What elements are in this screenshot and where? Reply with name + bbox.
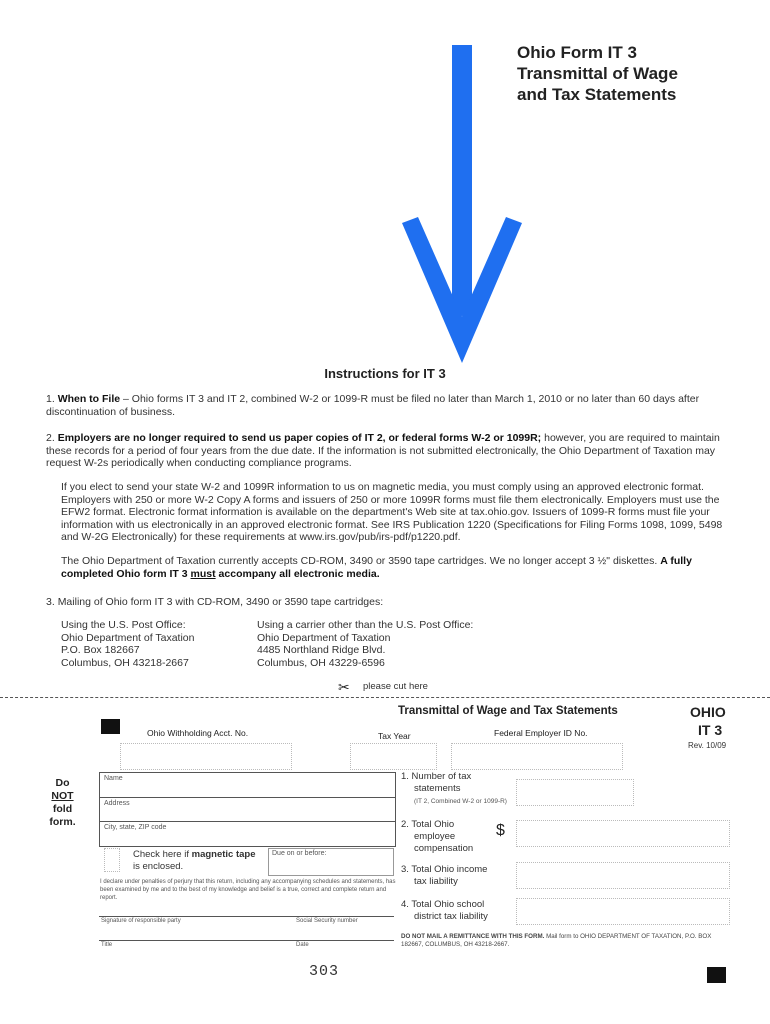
- title-line: and Tax Statements: [517, 85, 677, 104]
- form-number: IT 3: [698, 722, 723, 738]
- cut-label: please cut here: [363, 681, 428, 692]
- address-label: Address: [104, 800, 130, 807]
- address-line: Ohio Department of Taxation: [257, 631, 391, 644]
- mailing-note-bold: DO NOT MAIL A REMITTANCE WITH THIS FORM.: [401, 933, 545, 940]
- label-text: Check here if: [133, 849, 189, 860]
- paragraph-text: The Ohio Department of Taxation currently accepts CD-ROM, 3490 or 3590 tape cartridges. We no longer accept 3 ½" diskettes.: [61, 555, 658, 567]
- address-line: Using the U.S. Post Office:: [61, 619, 186, 631]
- fein-label: Federal Employer ID No.: [494, 728, 588, 738]
- dollar-sign: $: [496, 822, 505, 839]
- do-not-fold-note: [40, 777, 85, 829]
- address-line: Using a carrier other than the U.S. Post Office:: [257, 619, 474, 631]
- date-input[interactable]: [296, 920, 394, 939]
- form-heading: Transmittal of Wage and Tax Statements: [398, 705, 618, 717]
- acct-label: Ohio Withholding Acct. No.: [147, 728, 249, 738]
- item-text: Mailing of Ohio form IT 3 with CD-ROM, 3490 or 3590 tape cartridges:: [57, 596, 384, 608]
- label-text: is enclosed.: [133, 861, 184, 872]
- note-line: NOT: [51, 790, 74, 802]
- form-state: OHIO: [690, 704, 726, 720]
- instruction-paragraph: If you elect to send your state W-2 and 1099R information to us on magnetic media, you must comply using an approved electronic format. Employers with 250 or more W-2 Copy A forms and issuers of 250 or more 1099R forms must file them electronically. Employers must use the EFW2 format. Electronic format information is available on the department's Web site at tax.ohio.gov. Issuers of 1099-R forms must file your information with us electronically in an approved electronic format. See IRS Publication 1220 (Specifications for Filing Forms 1098, 1099, 5498 and W-2G Electronically) for these requirements at www.irs.gov/pub/irs-pdf/p1220.pdf.: [61, 481, 723, 543]
- acct-input[interactable]: [120, 743, 292, 770]
- name-input[interactable]: [103, 775, 391, 794]
- carrier-address: [257, 619, 473, 669]
- due-label: Due on or before:: [272, 850, 327, 857]
- signature-line: [99, 916, 394, 917]
- label-bold: magnetic tape: [191, 849, 256, 860]
- title-line: Transmittal of Wage: [517, 64, 678, 83]
- item-text: – Ohio forms IT 3 and IT 2, combined W-2 or 1099-R must be filed no later than March 1, 2010 or no later than 60 days after discontinuation of business.: [46, 393, 700, 418]
- paragraph-bold: A fully completed Ohio form IT 3: [61, 555, 692, 580]
- date-label: Date: [296, 942, 309, 948]
- signature-label: Signature of responsible party: [101, 918, 181, 924]
- line-1-sub: (IT 2, Combined W-2 or 1099-R): [414, 798, 507, 805]
- label-line: 1. Number of tax: [401, 771, 472, 782]
- mailing-note: [401, 933, 731, 949]
- instruction-item-3: [46, 596, 736, 609]
- line-1-label: [401, 771, 471, 795]
- label-line: 3. Total Ohio income: [401, 864, 488, 875]
- line-4-label: [401, 899, 488, 923]
- signature-input[interactable]: [101, 896, 291, 915]
- line-3-label: [401, 864, 487, 888]
- tax-year-input[interactable]: [350, 743, 437, 770]
- form-code: 303: [309, 963, 340, 980]
- line-2-label: [401, 819, 473, 855]
- ssn-label: Social Security number: [296, 918, 358, 924]
- paragraph-must: must: [190, 567, 216, 580]
- declaration-text: I declare under penalties of perjury that this return, including any accompanying schedules and statements, has been examined by me and to the best of my knowledge and belief is a true, correct and complete return and report.: [100, 879, 396, 901]
- address-line: Columbus, OH 43229-6596: [257, 656, 385, 669]
- item-number: 3.: [46, 596, 55, 608]
- item-text: however, you are required to maintain these records for a period of four years from the due date. If the information is not submitted electronically, the Ohio Department of Taxation may request W-2s periodically when conducting compliance programs.: [46, 432, 720, 469]
- post-office-address: [61, 619, 194, 669]
- instructions-title: Instructions for IT 3: [324, 366, 446, 381]
- fein-input[interactable]: [451, 743, 623, 770]
- address-line: P.O. Box 182667: [61, 644, 140, 656]
- note-line: fold: [52, 803, 73, 815]
- paragraph-bold: accompany all electronic media.: [218, 567, 380, 580]
- city-label: City, state, ZIP code: [104, 824, 167, 831]
- label-line: district tax liability: [414, 911, 488, 922]
- income-tax-input[interactable]: [516, 862, 730, 889]
- mailing-note-text: Mail form to OHIO DEPARTMENT OF TAXATION, P.O. BOX 182667, COLUMBUS, OH 43218-2667.: [401, 933, 712, 948]
- instruction-item-2: [46, 432, 736, 470]
- address-line: 4485 Northland Ridge Blvd.: [257, 644, 386, 656]
- tax-year-label: Tax Year: [378, 731, 411, 741]
- compensation-input[interactable]: [516, 820, 730, 847]
- item-heading: Employers are no longer required to send us paper copies of IT 2, or federal forms W-2 or 1099R;: [57, 432, 542, 444]
- ssn-input[interactable]: [296, 896, 394, 915]
- label-line: tax liability: [414, 876, 458, 887]
- title-line: Ohio Form IT 3: [517, 43, 637, 62]
- item-number: 2.: [46, 432, 55, 444]
- label-line: statements: [414, 783, 461, 794]
- scissors-icon: ✂: [338, 679, 350, 695]
- title-line: [99, 940, 394, 941]
- name-label: Name: [104, 775, 123, 782]
- form-title: [517, 42, 678, 105]
- label-line: employee: [414, 831, 456, 842]
- school-tax-input[interactable]: [516, 898, 730, 925]
- cut-line: [0, 697, 770, 698]
- magnetic-tape-checkbox[interactable]: [104, 848, 120, 872]
- label-line: 2. Total Ohio: [401, 819, 455, 830]
- item-heading: When to File: [57, 393, 121, 405]
- magnetic-tape-label: [133, 849, 263, 873]
- title-input[interactable]: [101, 920, 291, 939]
- due-date-box[interactable]: [268, 848, 394, 876]
- note-line: Do: [55, 777, 70, 789]
- label-line: 4. Total Ohio school: [401, 899, 485, 910]
- item-number: 1.: [46, 393, 55, 405]
- label-line: compensation: [414, 843, 474, 854]
- registration-mark: [101, 719, 120, 734]
- down-arrow-icon: [390, 45, 540, 365]
- note-line: form.: [49, 816, 76, 828]
- title-label: Title: [101, 942, 113, 948]
- registration-mark: [707, 967, 726, 983]
- instruction-paragraph: [61, 555, 736, 580]
- statements-count-input[interactable]: [516, 779, 634, 806]
- instruction-item-1: [46, 393, 736, 418]
- address-line: Columbus, OH 43218-2667: [61, 656, 189, 669]
- address-input[interactable]: [103, 799, 391, 818]
- form-revision: Rev. 10/09: [688, 741, 727, 750]
- address-line: Ohio Department of Taxation: [61, 631, 195, 644]
- city-input[interactable]: [103, 823, 391, 842]
